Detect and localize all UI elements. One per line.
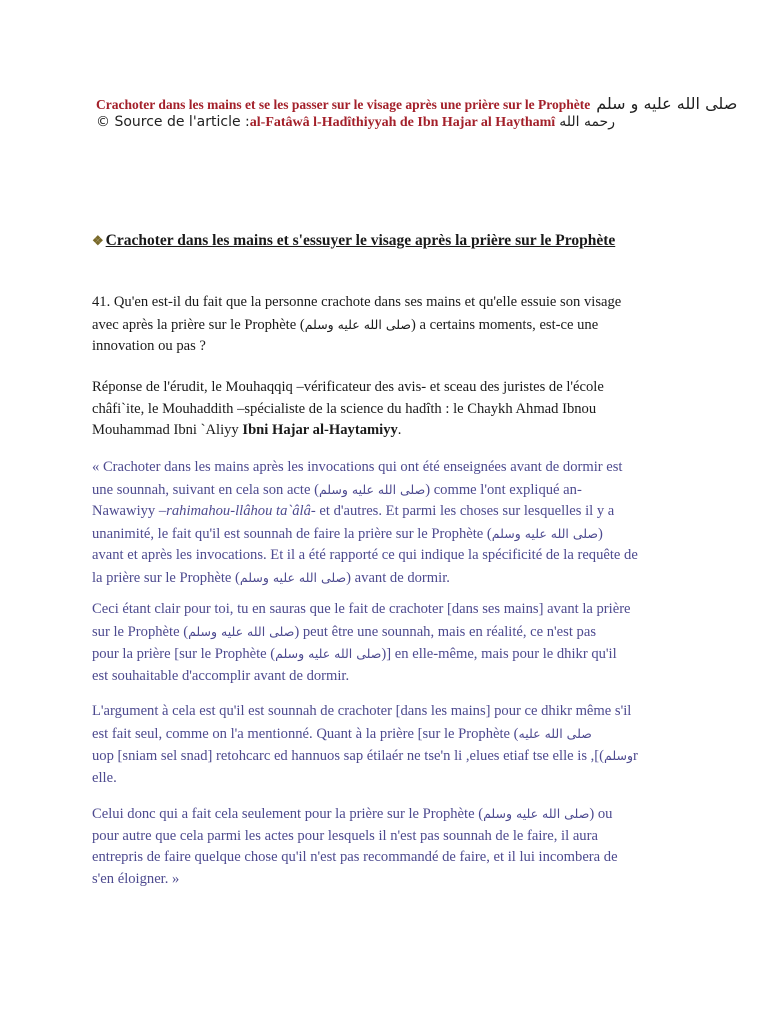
text-line: L'argument à cela est qu'il est sounnah de crachoter [dans les mains] pour ce dhikr même s'il — [92, 703, 632, 719]
quote-paragraph-1 — [92, 457, 692, 589]
text-line: 41. Qu'en est-il du fait que la personne crachote dans ses mains et qu'elle essuie son visage — [92, 294, 622, 310]
text-line: elle. — [92, 769, 117, 786]
text-line: uop [sniam sel snad] retohcarc ed hannuos sap étilaér ne tse'n li ,elues etiaf tse elle is ,[(وسلمr — [92, 748, 638, 764]
text-line: « Crachoter dans les mains après les invocations qui ont été enseignées avant de dormir est — [92, 459, 623, 475]
text-line: est fait seul, comme on l'a mentionné. Quant à la prière [sur le Prophète (صلى الله عليه — [92, 725, 592, 742]
salawat-arabic: صلى الله عليه وسلم — [304, 316, 411, 332]
salawat-arabic: صلى الله عليه وسلم — [491, 525, 599, 541]
salawat-arabic: صلى الله عليه وسلم — [275, 646, 382, 661]
scholar-name: Ibni Hajar al-Haytamiyy — [242, 422, 398, 438]
text-line: entrepris de faire quelque chose qu'il n'est pas recommandé de faire, et il lui incombera de — [92, 849, 618, 865]
section-heading-text: Crachoter dans les mains et s'essuyer le visage après la prière sur le Prophète — [105, 232, 616, 249]
text-line: Celui donc qui a fait cela seulement pour la prière sur le Prophète (صلى الله عليه وسلم) ou — [92, 806, 613, 822]
salawat-arabic-partial: وسلم — [604, 748, 633, 763]
quote-paragraph-4 — [92, 803, 692, 890]
article-title — [96, 94, 738, 113]
article-title-arabic: صلى الله عليه و سلم — [596, 94, 738, 113]
salawat-arabic: صلى الله عليه وسلم — [239, 569, 347, 585]
question-paragraph — [92, 292, 692, 358]
text-line: la prière sur le Prophète (صلى الله عليه وسلم) avant de dormir. — [92, 569, 450, 586]
text-line: innovation ou pas ? — [92, 338, 206, 354]
text-line: châfi`ite, le Mouhaddith –spécialiste de la science du hadîth : le Chaykh Ahmad Ibnou — [92, 400, 597, 417]
text-line: avant et après les invocations. Et il a été rapporté ce qui indique la spécificité de la requête de — [92, 547, 638, 563]
text-line: unanimité, le fait qu'il est sounnah de faire la prière sur le Prophète (صلى الله عليه وسلم) — [92, 525, 603, 542]
text-line: Mouhammad Ibni `Aliyy Ibni Hajar al-Haytamiyy. — [92, 422, 402, 438]
text-line: Ceci étant clair pour toi, tu en sauras que le fait de crachoter [dans ses mains] avant la prière — [92, 601, 631, 617]
source-prefix: © Source de l'article : — [96, 114, 250, 130]
text-line: pour la prière [sur le Prophète (صلى الله عليه وسلم)] en elle-même, mais pour le dhikr qu'il — [92, 646, 617, 662]
text-line: pour autre que cela parmi les actes pour lesquels il n'est pas sounnah de le faire, il aura — [92, 827, 598, 844]
text-line: avec après la prière sur le Prophète (صلى الله عليه وسلم) a certains moments, est-ce une — [92, 316, 599, 333]
italic-phrase: rahimahou-llâhou ta`âlâ — [166, 503, 311, 519]
text-line: une sounnah, suivant en cela son acte (صلى الله عليه وسلم) comme l'ont expliqué an- — [92, 481, 582, 498]
text-line: est souhaitable d'accomplir avant de dormir. — [92, 667, 350, 684]
diamond-bullet-icon: ❖ — [92, 233, 104, 248]
text-line: Nawawiyy –rahimahou-llâhou ta`âlâ- et d'autres. Et parmi les choses sur lesquelles il y a — [92, 503, 615, 519]
text-line: Réponse de l'érudit, le Mouhaqqiq –vérificateur des avis- et sceau des juristes de l'école — [92, 379, 604, 395]
salawat-arabic-partial: صلى الله عليه — [518, 725, 592, 741]
salawat-arabic: صلى الله عليه وسلم — [483, 806, 590, 821]
source-title: al-Fatâwâ l-Hadîthiyyah de Ibn Hajar al Haythamî — [249, 115, 556, 130]
quote-paragraph-3 — [92, 701, 692, 789]
article-title-text: Crachoter dans les mains et se les passer sur le visage après une prière sur le Prophète — [96, 97, 591, 112]
text-line: s'en éloigner. » — [92, 870, 180, 887]
article-source — [96, 114, 696, 131]
answer-intro-paragraph — [92, 377, 692, 442]
salawat-arabic: صلى الله عليه وسلم — [188, 623, 295, 639]
section-heading — [92, 232, 692, 250]
salawat-arabic: صلى الله عليه وسلم — [318, 481, 426, 497]
text-line: sur le Prophète (صلى الله عليه وسلم) peut être une sounnah, mais en réalité, ce n'est pas — [92, 623, 596, 640]
quote-paragraph-2 — [92, 599, 692, 687]
source-arabic: رحمه الله — [559, 114, 615, 130]
